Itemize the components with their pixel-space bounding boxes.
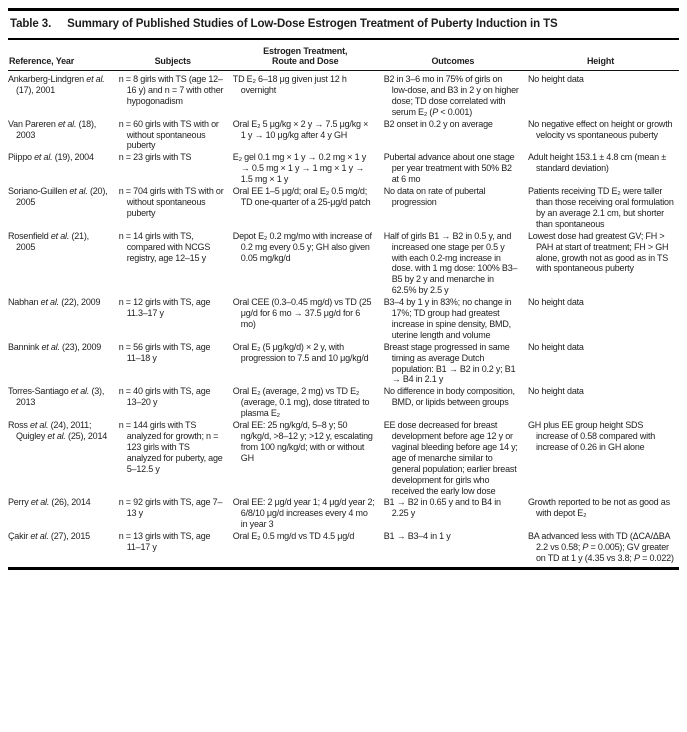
cell-text: Perry et al. (26), 2014 (8, 497, 91, 508)
cell-text: Çakir et al. (27), 2015 (8, 531, 90, 542)
cell-reference (8, 186, 119, 231)
cell-text: BA advanced less with TD (ΔCA/ΔBA 2.2 vs 0.58; P = 0.005); GV greater on TD at 1 y (4.35 vs 3.8; P = 0.022) (527, 531, 674, 563)
cell-treatment (233, 118, 384, 152)
cell-text: n = 23 girls with TS (118, 152, 192, 163)
cell-subjects (119, 230, 233, 296)
cell-text: E₂ gel 0.1 mg × 1 y → 0.2 mg × 1 y → 0.5 mg × 1 y → 1 mg × 1 y → 1.5 mg × 1 y (232, 152, 367, 185)
cell-text: B3–4 by 1 y in 83%; no change in 17%; TD group had greatest increase in spine density, BMD, uterine length and volume (383, 297, 512, 340)
table-title: Summary of Published Studies of Low-Dose Estrogen Treatment of Puberty Induction in TS (67, 18, 558, 30)
study-row (8, 230, 679, 296)
cell-text: No height data (527, 74, 584, 84)
cell-text: Nabhan et al. (22), 2009 (8, 297, 101, 308)
table-body (8, 71, 679, 565)
cell-reference (8, 71, 119, 119)
cell-height (528, 497, 679, 531)
cell-text: TD E₂ 6–18 μg given just 12 h overnight (232, 74, 347, 95)
studies-table (8, 40, 679, 564)
cell-height (528, 152, 679, 186)
cell-reference (8, 497, 119, 531)
study-row (8, 186, 679, 231)
table-header (8, 40, 679, 71)
cell-text: n = 8 girls with TS (age 12–16 y) and n = 7 with other hypogonadism (118, 74, 224, 106)
cell-reference (8, 531, 119, 565)
cell-reference (8, 341, 119, 386)
cell-outcomes (384, 297, 528, 342)
cell-text: n = 92 girls with TS, age 7–13 y (118, 497, 223, 519)
cell-text: n = 40 girls with TS, age 13–20 y (118, 386, 211, 408)
cell-reference (8, 386, 119, 420)
table-title-bar (8, 8, 679, 40)
cell-subjects (119, 497, 233, 531)
cell-outcomes (384, 71, 528, 119)
column-header-treatment (233, 40, 384, 71)
cell-text: No difference in body composition, BMD, or lipids between groups (383, 386, 515, 408)
cell-treatment (233, 497, 384, 531)
column-header-reference: Reference, Year (8, 40, 119, 71)
cell-subjects (119, 341, 233, 386)
cell-reference (8, 420, 119, 497)
cell-height (528, 118, 679, 152)
cell-text: Half of girls B1 → B2 in 0.5 y, and increased one stage per 0.5 y with each 0.2-mg increase in dose. with 1 mg dose: 100% B3–B5 by 2 y and menarche in 62.5% by 2.5 y (383, 230, 518, 296)
cell-height (528, 341, 679, 386)
cell-text: Oral EE: 25 ng/kg/d, 5–8 y; 50 ng/kg/d, >8–12 y; >12 y, escalating from 100 ng/kg/d; with or without GH (232, 420, 373, 463)
cell-outcomes (384, 420, 528, 497)
table-label: Table 3. (10, 18, 52, 30)
cell-treatment (233, 341, 384, 386)
cell-text: Torres-Santiago et al. (3), 2013 (8, 386, 105, 408)
cell-outcomes (384, 118, 528, 152)
column-header-height: Height (528, 40, 679, 71)
cell-reference (8, 118, 119, 152)
cell-height (528, 531, 679, 565)
cell-text: No height data (527, 341, 584, 352)
cell-outcomes (384, 497, 528, 531)
study-row (8, 420, 679, 497)
study-row (8, 297, 679, 342)
cell-text: n = 14 girls with TS, compared with NCGS registry, age 12–15 y (118, 230, 211, 263)
cell-text: Growth reported to be not as good as with depot E₂ (527, 497, 670, 519)
cell-subjects (119, 386, 233, 420)
cell-text: Depot E₂ 0.2 mg/mo with increase of 0.2 mg every 0.5 y; GH also given 0.05 mg/kg/d (232, 230, 372, 263)
cell-text: n = 12 girls with TS, age 11.3–17 y (118, 297, 211, 319)
cell-subjects (119, 186, 233, 231)
cell-text: Soriano-Guillen et al. (20), 2005 (8, 186, 108, 207)
cell-outcomes (384, 152, 528, 186)
cell-subjects (119, 297, 233, 342)
cell-text: n = 13 girls with TS, age 11–17 y (118, 531, 211, 553)
cell-reference (8, 297, 119, 342)
column-header-treatment-label: Estrogen Treatment, Route and Dose (263, 46, 348, 66)
cell-text: Oral CEE (0.3–0.45 mg/d) vs TD (25 μg/d for 6 mo → 37.5 μg/d for 6 mo) (232, 297, 372, 329)
cell-text: No height data (527, 386, 584, 397)
cell-text: Lowest dose had greatest GV; FH > PAH at start of treatment; FH > GH alone, growth not as good as in TS with spontaneous puberty (527, 230, 669, 274)
cell-text: Rosenfield et al. (21), 2005 (8, 230, 89, 252)
cell-treatment (233, 186, 384, 231)
cell-text: Ankarberg-Lindgren et al. (17), 2001 (8, 74, 105, 95)
cell-outcomes (384, 341, 528, 386)
cell-text: B2 onset in 0.2 y on average (383, 118, 493, 129)
study-row (8, 386, 679, 420)
cell-text: No negative effect on height or growth velocity vs spontaneous puberty (527, 118, 673, 140)
cell-text: B1 → B2 in 0.65 y and to B4 in 2.25 y (383, 497, 501, 519)
cell-text: Oral EE 1–5 μg/d; oral E₂ 0.5 mg/d; TD one-quarter of a 25-μg/d patch (232, 186, 371, 207)
study-row (8, 341, 679, 386)
cell-text: Patients receiving TD E₂ were taller than those receiving oral formulation by an average 2.1 cm, but shorter than spontaneous (527, 186, 674, 229)
cell-text: Pubertal advance about one stage per year treatment with 50% B2 at 6 mo (383, 152, 515, 185)
cell-outcomes (384, 531, 528, 565)
table-bottom-rule (8, 567, 679, 570)
cell-text: Breast stage progressed in same timing as average Dutch population: B1 → B2 in 0.2 y; B1 → B4 in 2.1 y (383, 341, 516, 385)
cell-text: B2 in 3–6 mo in 75% of girls on low-dose, and B3 in 2 y on higher dose; TD dose correlated with serum E₂ (P < 0.001) (383, 74, 519, 117)
cell-outcomes (384, 186, 528, 231)
cell-height (528, 386, 679, 420)
cell-treatment (233, 386, 384, 420)
cell-height (528, 71, 679, 119)
cell-text: n = 60 girls with TS with or without spontaneous puberty (118, 118, 219, 151)
cell-text: n = 704 girls with TS with or without spontaneous puberty (118, 186, 224, 218)
cell-height (528, 230, 679, 296)
study-row (8, 71, 679, 119)
study-row (8, 118, 679, 152)
cell-treatment (233, 71, 384, 119)
cell-subjects (119, 420, 233, 497)
cell-subjects (119, 71, 233, 119)
cell-height (528, 186, 679, 231)
cell-text: GH plus EE group height SDS increase of 0.58 compared with increase of 0.26 in GH alone (527, 420, 656, 452)
column-header-outcomes: Outcomes (384, 40, 528, 71)
cell-text: Oral E₂ (average, 2 mg) vs TD E₂ (average, 0.1 mg), dose titrated to plasma E₂ (232, 386, 370, 419)
cell-treatment (233, 152, 384, 186)
header-row (8, 40, 679, 71)
study-row (8, 497, 679, 531)
cell-text: Adult height 153.1 ± 4.8 cm (mean ± standard deviation) (527, 152, 666, 174)
cell-height (528, 297, 679, 342)
cell-reference (8, 230, 119, 296)
cell-text: n = 144 girls with TS analyzed for growth; n = 123 girls with TS analyzed for puberty, age 5–12.5 y (118, 420, 223, 474)
cell-treatment (233, 531, 384, 565)
cell-treatment (233, 297, 384, 342)
cell-text: Bannink et al. (23), 2009 (8, 341, 102, 352)
column-header-subjects: Subjects (119, 40, 233, 71)
cell-subjects (119, 531, 233, 565)
cell-text: Oral E₂ (5 μg/kg/d) × 2 y, with progression to 7.5 and 10 μg/kg/d (232, 341, 369, 363)
cell-subjects (119, 152, 233, 186)
cell-outcomes (384, 386, 528, 420)
cell-height (528, 420, 679, 497)
cell-text: Piippo et al. (19), 2004 (8, 152, 94, 163)
cell-treatment (233, 420, 384, 497)
cell-text: Oral EE: 2 μg/d year 1; 4 μg/d year 2; 6/8/10 μg/d increases every 4 mo in year 3 (232, 497, 375, 530)
cell-text: Van Pareren et al. (18), 2003 (8, 118, 97, 140)
cell-text: B1 → B3–4 in 1 y (383, 531, 451, 542)
cell-outcomes (384, 230, 528, 296)
cell-treatment (233, 230, 384, 296)
cell-text: EE dose decreased for breast development before age 12 y or vaginal bleeding before age 14 y; age of menarche similar to general population; earlier breast development for girls who received the early low dose (383, 420, 518, 496)
cell-text: n = 56 girls with TS, age 11–18 y (118, 341, 211, 363)
cell-text: Ross et al. (24), 2011; Quigley et al. (25), 2014 (8, 420, 108, 441)
cell-text: No height data (527, 297, 584, 308)
cell-reference (8, 152, 119, 186)
cell-text: Oral E₂ 5 μg/kg × 2 y → 7.5 μg/kg × 1 y → 10 μg/kg after 4 y GH (232, 118, 369, 140)
study-row (8, 152, 679, 186)
cell-text: Oral E₂ 0.5 mg/d vs TD 4.5 μg/d (232, 531, 355, 542)
cell-subjects (119, 118, 233, 152)
study-row (8, 531, 679, 565)
cell-text: No data on rate of pubertal progression (383, 186, 486, 207)
